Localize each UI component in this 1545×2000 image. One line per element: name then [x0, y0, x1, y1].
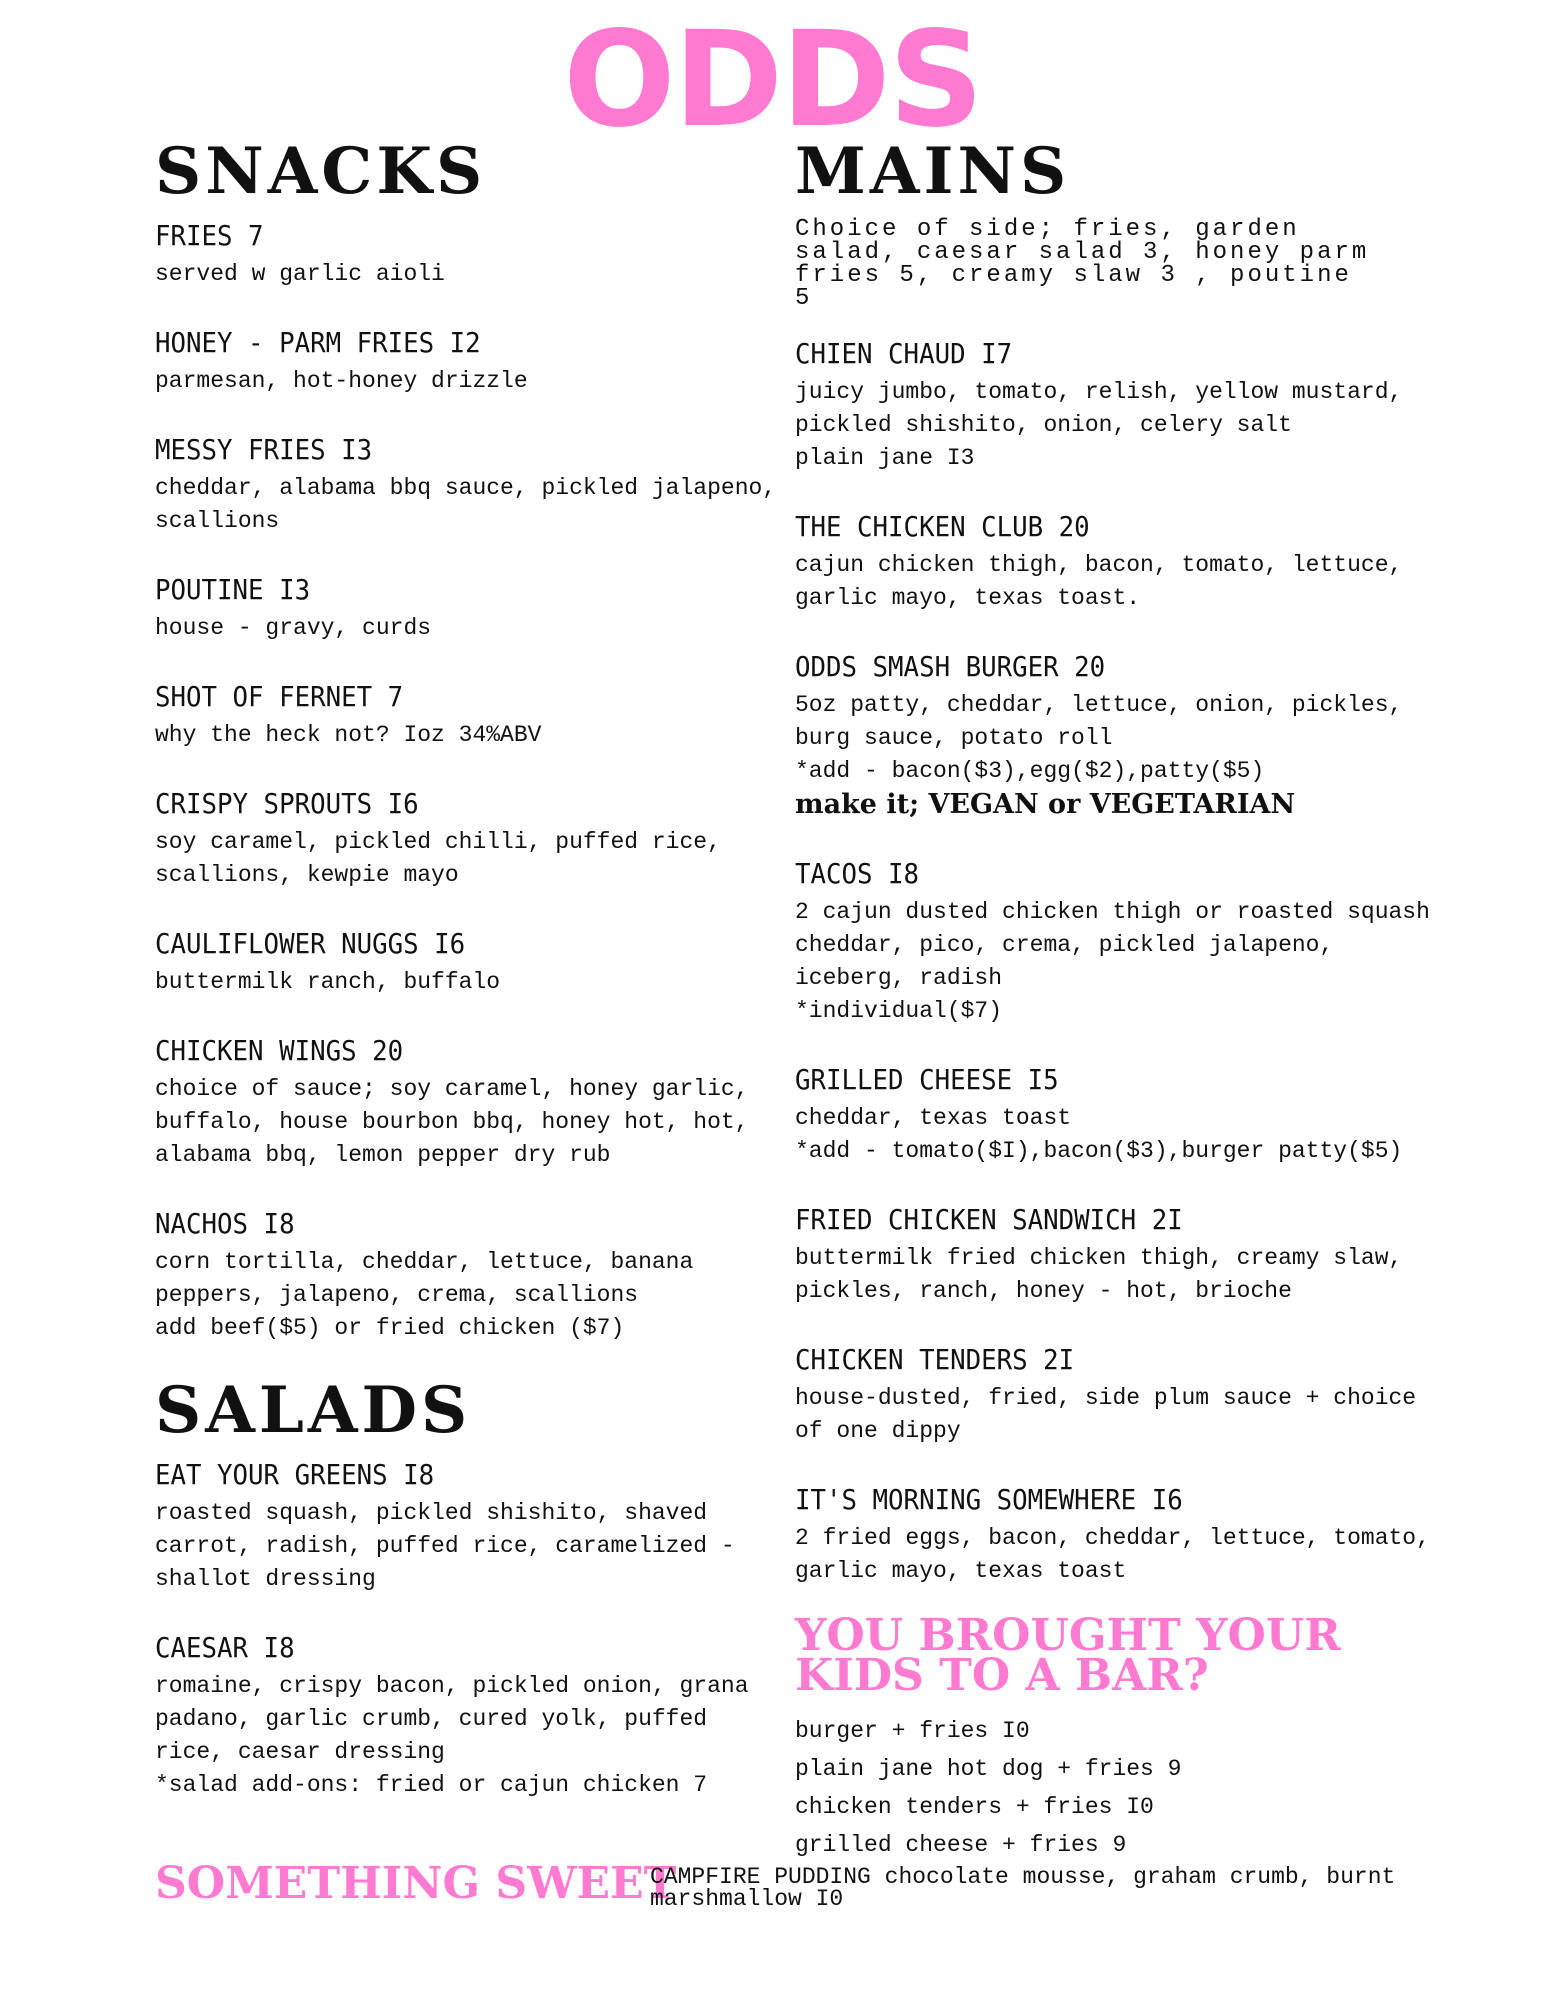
salads-list: [155, 1457, 755, 1802]
menu-item-description: [795, 1382, 1435, 1448]
kids-title: [795, 1610, 1435, 1701]
description-line: served w garlic aioli: [155, 261, 445, 287]
description-line: romaine, crispy bacon, pickled onion, grana: [155, 1673, 749, 1699]
description-line: of one dippy: [795, 1418, 961, 1444]
menu-item: [155, 679, 755, 752]
menu-item-description: [155, 1073, 755, 1172]
menu-item-description: [155, 612, 755, 645]
description-line: garlic mayo, texas toast.: [795, 585, 1141, 611]
menu-item: [155, 432, 777, 538]
menu-item-name: TACOS I8: [795, 857, 920, 890]
menu-item-description: [795, 1242, 1435, 1308]
sweet-line: CAMPFIRE PUDDING chocolate mousse, graham crumb, burnt: [650, 1864, 1396, 1890]
menu-item: [155, 1457, 755, 1596]
description-line: buffalo, house bourbon bbq, honey hot, hot,: [155, 1109, 749, 1135]
description-line: buttermilk fried chicken thigh, creamy slaw,: [795, 1245, 1403, 1271]
kids-list: [795, 1712, 1435, 1864]
menu-item-description: [795, 1522, 1435, 1588]
menu-item-name: CRISPY SPROUTS I6: [155, 787, 419, 820]
kids-item: grilled cheese + fries 9: [795, 1832, 1127, 1858]
description-line: cajun chicken thigh, bacon, tomato, lettuce,: [795, 552, 1403, 578]
mains-side-note: [795, 218, 1435, 310]
menu-item-description: [155, 365, 755, 398]
description-line: choice of sauce; soy caramel, honey garlic,: [155, 1076, 749, 1102]
vegan-option: make it; VEGAN or VEGETARIAN: [795, 789, 1296, 820]
mains-title: MAINS: [795, 134, 1071, 209]
kids-title-line: KIDS TO A BAR?: [795, 1650, 1209, 1701]
kids-title-line: YOU BROUGHT YOUR: [795, 1610, 1341, 1661]
description-line: *add - tomato($I),bacon($3),burger patty($5): [795, 1138, 1403, 1164]
something-sweet-title: SOMETHING SWEET: [155, 1858, 677, 1909]
description-line: scallions: [155, 508, 280, 534]
right-column: [795, 134, 1435, 1864]
description-line: plain jane I3: [795, 445, 975, 471]
description-line: add beef($5) or fried chicken ($7): [155, 1315, 625, 1341]
menu-item-description: [795, 549, 1435, 615]
salads-title: SALADS: [155, 1373, 472, 1448]
menu-item-name: CHIEN CHAUD I7: [795, 337, 1013, 370]
kids-item: plain jane hot dog + fries 9: [795, 1756, 1182, 1782]
menu-item: [795, 509, 1435, 615]
note-line: 5: [795, 285, 813, 312]
menu-item-name: NACHOS I8: [155, 1207, 295, 1240]
menu-item-name: FRIED CHICKEN SANDWICH 2I: [795, 1203, 1183, 1236]
menu-item-name: ODDS SMASH BURGER 20: [795, 650, 1106, 683]
menu-item-name: HONEY - PARM FRIES I2: [155, 326, 481, 359]
snacks-title: SNACKS: [155, 134, 487, 209]
description-line: burg sauce, potato roll: [795, 725, 1113, 751]
menu-item-name: EAT YOUR GREENS I8: [155, 1458, 435, 1491]
menu-item-name: POUTINE I3: [155, 573, 311, 606]
kids-item: chicken tenders + fries I0: [795, 1794, 1154, 1820]
salads-section: [155, 1373, 755, 1802]
description-line: rice, caesar dressing: [155, 1739, 445, 1765]
description-line: shallot dressing: [155, 1566, 376, 1592]
description-line: peppers, jalapeno, crema, scallions: [155, 1282, 639, 1308]
description-line: juicy jumbo, tomato, relish, yellow mustard,: [795, 379, 1403, 405]
mains-list: [795, 336, 1435, 1588]
menu-item: [155, 218, 755, 291]
menu-item-name: FRIES 7: [155, 219, 264, 252]
menu-item-name: MESSY FRIES I3: [155, 433, 373, 466]
description-line: *salad add-ons: fried or cajun chicken 7: [155, 1772, 708, 1798]
description-line: *add - bacon($3),egg($2),patty($5): [795, 758, 1265, 784]
description-line: pickles, ranch, honey - hot, brioche: [795, 1278, 1292, 1304]
description-line: buttermilk ranch, buffalo: [155, 969, 501, 995]
mains-section: [795, 134, 1435, 1588]
description-line: *individual($7): [795, 998, 1003, 1024]
kids-section: [795, 1610, 1435, 1864]
description-line: corn tortilla, cheddar, lettuce, banana: [155, 1249, 694, 1275]
note-line: Choice of side; fries, garden: [795, 216, 1300, 243]
menu-item-name: SHOT OF FERNET 7: [155, 680, 404, 713]
sweet-line: marshmallow I0: [650, 1886, 844, 1912]
description-line: 2 cajun dusted chicken thigh or roasted squash: [795, 899, 1430, 925]
description-line: carrot, radish, puffed rice, caramelized -: [155, 1533, 735, 1559]
menu-item: [795, 856, 1435, 1028]
menu-item-description: [795, 689, 1435, 788]
menu-item-description: [795, 1102, 1435, 1168]
menu-item-name: CHICKEN TENDERS 2I: [795, 1343, 1075, 1376]
menu-item-name: IT'S MORNING SOMEWHERE I6: [795, 1483, 1183, 1516]
menu-item-name: GRILLED CHEESE I5: [795, 1063, 1059, 1096]
description-line: 2 fried eggs, bacon, cheddar, lettuce, tomato,: [795, 1525, 1430, 1551]
description-line: cheddar, pico, crema, pickled jalapeno,: [795, 932, 1334, 958]
menu-item-name: THE CHICKEN CLUB 20: [795, 510, 1090, 543]
description-line: padano, garlic crumb, cured yolk, puffed: [155, 1706, 708, 1732]
description-line: parmesan, hot-honey drizzle: [155, 368, 528, 394]
menu-item: [155, 325, 755, 398]
menu-item-description: [795, 376, 1435, 475]
menu-item: [155, 1206, 755, 1345]
menu-item: [795, 1342, 1435, 1448]
menu-item-description: [155, 1246, 755, 1345]
description-line: 5oz patty, cheddar, lettuce, onion, pickles,: [795, 692, 1403, 718]
menu-item: [795, 336, 1435, 475]
left-column: [155, 134, 777, 1836]
menu-item: [155, 1630, 755, 1802]
menu-item: [795, 1202, 1435, 1308]
description-line: house - gravy, curds: [155, 615, 432, 641]
description-line: scallions, kewpie mayo: [155, 862, 459, 888]
menu-item-description: [155, 1497, 755, 1596]
description-line: why the heck not? Ioz 34%ABV: [155, 722, 542, 748]
description-line: roasted squash, pickled shishito, shaved: [155, 1500, 708, 1526]
menu-item-description: [155, 966, 755, 999]
menu-item: [795, 649, 1435, 822]
menu-item-description: [155, 258, 755, 291]
menu-item: [795, 1062, 1435, 1168]
menu-item-description: [155, 826, 755, 892]
menu-item-name: CHICKEN WINGS 20: [155, 1034, 404, 1067]
menu-item-name: CAULIFLOWER NUGGS I6: [155, 927, 466, 960]
description-line: iceberg, radish: [795, 965, 1003, 991]
snacks-section: [155, 134, 777, 1345]
note-line: salad, caesar salad 3, honey parm: [795, 239, 1370, 266]
menu-item-name: CAESAR I8: [155, 1631, 295, 1664]
description-line: garlic mayo, texas toast: [795, 1558, 1127, 1584]
description-line: soy caramel, pickled chilli, puffed rice,: [155, 829, 721, 855]
description-line: pickled shishito, onion, celery salt: [795, 412, 1292, 438]
description-line: house-dusted, fried, side plum sauce + choice: [795, 1385, 1417, 1411]
menu-item-description: [155, 472, 777, 538]
menu-item-description: [795, 896, 1435, 1028]
menu-item: [155, 786, 755, 892]
menu-item: [155, 926, 755, 999]
menu-item: [795, 1482, 1435, 1588]
menu-item: [155, 1033, 755, 1172]
menu-item-description: [155, 1670, 755, 1802]
note-line: fries 5, creamy slaw 3 , poutine: [795, 262, 1352, 289]
snacks-list: [155, 218, 777, 1345]
kids-item: burger + fries I0: [795, 1718, 1030, 1744]
logo: ODDS: [563, 3, 982, 157]
description-line: alabama bbq, lemon pepper dry rub: [155, 1142, 611, 1168]
something-sweet-text: [650, 1866, 1410, 1910]
menu-item: [155, 572, 755, 645]
description-line: cheddar, alabama bbq sauce, pickled jalapeno,: [155, 475, 777, 501]
description-line: cheddar, texas toast: [795, 1105, 1072, 1131]
menu-item-description: [155, 719, 755, 752]
